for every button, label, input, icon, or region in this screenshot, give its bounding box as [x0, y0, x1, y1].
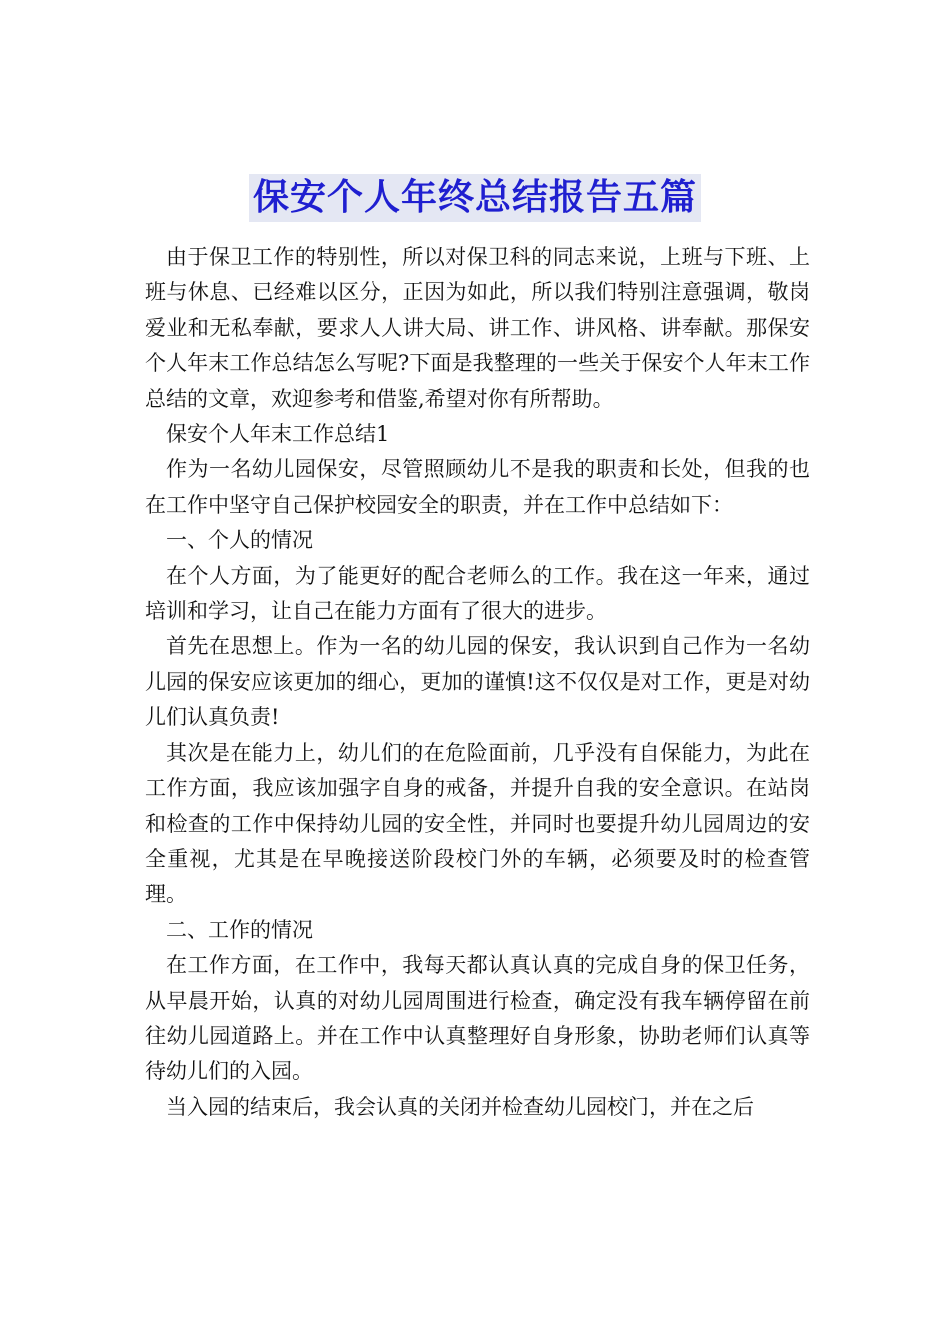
title-container: [0, 174, 950, 222]
intro-paragraph: 由于保卫工作的特别性，所以对保卫科的同志来说，上班与下班、上班与休息、已经难以区分，正因为如此，所以我们特别注意强调，敬岗爱业和无私奉献，要求人人讲大局、讲工作、讲风格、讲奉献。那保安个人年末工作总结怎么写呢?下面是我整理的一些关于保安个人年末工作总结的文章，欢迎参考和借鉴,希望对你有所帮助。: [145, 245, 810, 411]
section-heading-personal: 一、个人的情况: [166, 528, 313, 553]
document-title: 保安个人年终总结报告五篇: [249, 174, 701, 222]
paragraph-ability: 其次是在能力上，幼儿们的在危险面前，几乎没有自保能力，为此在工作方面，我应该加强字自身的戒备，并提升自我的安全意识。在站岗和检查的工作中保持幼儿园的安全性，并同时也要提升幼儿园周边的安全重视，尤其是在早晚接送阶段校门外的车辆，必须要及时的检查管理。: [145, 740, 810, 907]
paragraph-personal: 在个人方面，为了能更好的配合老师么的工作。我在这一年来，通过培训和学习，让自己在能力方面有了很大的进步。: [145, 563, 810, 624]
paragraph-thinking: 首先在思想上。作为一名的幼儿园的保安，我认识到自己作为一名幼儿园的保安应该更加的细心，更加的谨慎!这不仅仅是对工作，更是对幼儿们认真负责!: [145, 634, 810, 730]
paragraph-closing: 当入园的结束后，我会认真的关闭并检查幼儿园校门，并在之后: [166, 1094, 754, 1119]
paragraph-role-intro: 作为一名幼儿园保安，尽管照顾幼儿不是我的职责和长处，但我的也在工作中坚守自己保护校园安全的职责，并在工作中总结如下：: [145, 457, 810, 517]
paragraph-work: 在工作方面，在工作中，我每天都认真认真的完成自身的保卫任务，从早晨开始，认真的对幼儿园周围进行检查，确定没有我车辆停留在前往幼儿园道路上。并在工作中认真整理好自身形象，协助老师们认真等待幼儿们的入园。: [145, 953, 810, 1084]
document-body: [145, 240, 810, 1125]
section-heading-work: 二、工作的情况: [166, 917, 313, 942]
section-heading-summary-1: 保安个人年末工作总结1: [166, 422, 390, 447]
